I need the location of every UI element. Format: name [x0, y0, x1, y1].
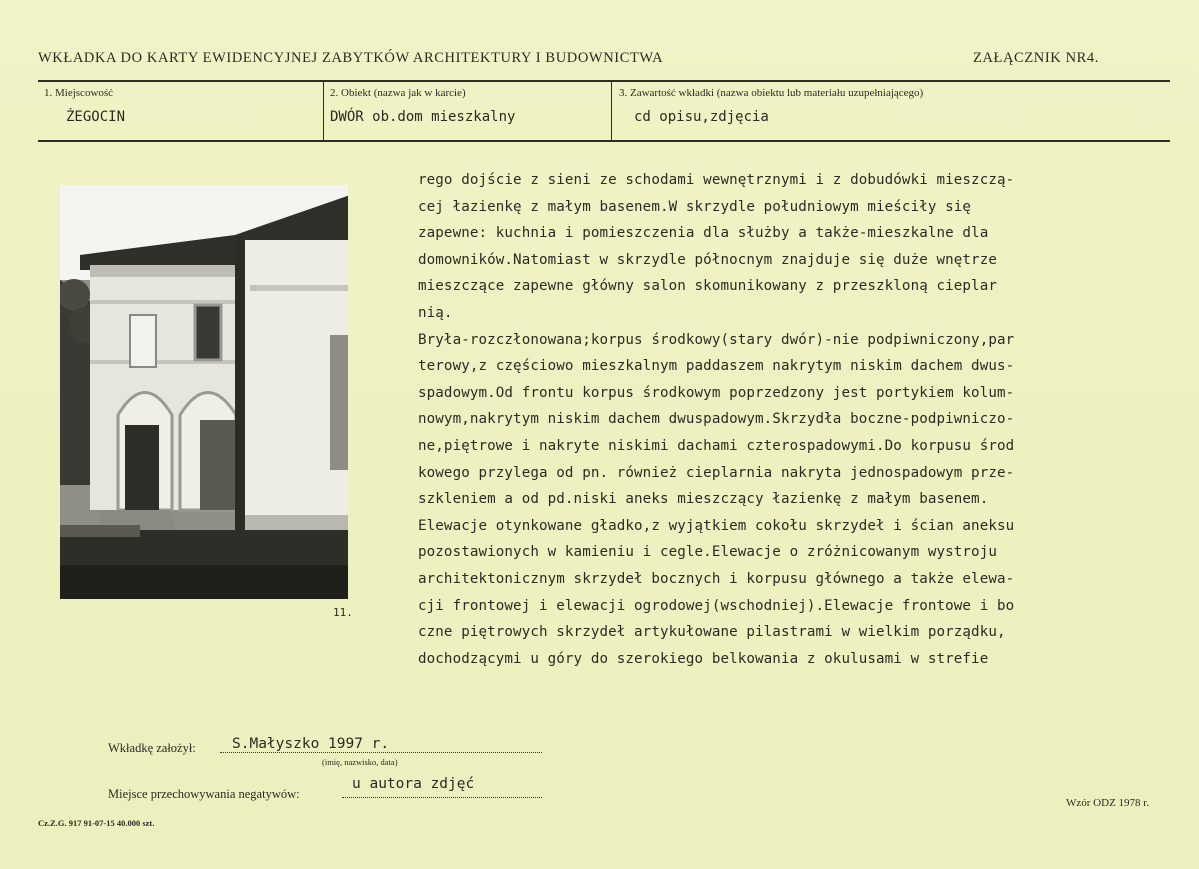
field-divider-2	[611, 82, 612, 140]
text-line: rego dojście z sieni ze schodami wewnętrznymi i z dobudówki mieszczą-	[418, 172, 1015, 188]
print-code: Cz.Z.G. 917 91-07-15 40.000 szt.	[38, 818, 155, 828]
text-line: cji frontowej i elewacji ogrodowej(wschodniej).Elewacje frontowe i bo	[418, 597, 1015, 614]
founded-dotted-line	[220, 752, 542, 753]
description-text	[418, 167, 1168, 672]
form-template: Wzór ODZ 1978 r.	[1066, 797, 1150, 809]
text-line: nowym,nakrytym niskim dachem dwuspadowym.Skrzydła boczne-podpiwniczo-	[418, 411, 1015, 428]
content-label: 3. Zawartość wkładki (nazwa obiektu lub materiału uzupełniającego)	[619, 87, 924, 99]
text-line: domowników.Natomiast w skrzydle północnym znajduje się duże wnętrze	[418, 251, 997, 268]
text-line: zapewne: kuchnia i pomieszczenia dla służby a także-mieszkalne dla	[418, 225, 989, 242]
locality-value: ŻEGOCIN	[66, 109, 126, 125]
text-line: spadowym.Od frontu korpus środkowym poprzedzony jest portykiem kolum-	[418, 384, 1015, 401]
text-line: mieszczące zapewne główny salon skomunikowany z przeszkloną cieplar	[418, 278, 997, 295]
text-line: terowy,z częściowo mieszkalnym paddaszem nakrytym niskim dachem dwus-	[418, 358, 1015, 375]
storage-label: Miejsce przechowywania negatywów:	[108, 787, 300, 801]
building-photo	[60, 185, 348, 599]
fields-rule	[38, 140, 1170, 142]
object-label: 2. Obiekt (nazwa jak w karcie)	[330, 87, 466, 99]
object-value: DWÓR ob.dom mieszkalny	[330, 109, 516, 125]
text-line: architektonicznym skrzydeł bocznych i korpusu głównego a także elewa-	[418, 570, 1015, 587]
founded-label: Wkładkę założył:	[108, 741, 196, 755]
content-value: cd opisu,zdjęcia	[634, 109, 769, 125]
text-line: szkleniem a od pd.niski aneks mieszczący łazienkę z małym basenem.	[418, 491, 989, 508]
founded-value: S.Małyszko 1997 r.	[232, 736, 390, 752]
storage-value: u autora zdjęć	[352, 776, 475, 792]
founded-subcaption: (imię, nazwisko, data)	[322, 757, 398, 767]
form-title: WKŁADKA DO KARTY EWIDENCYJNEJ ZABYTKÓW ARCHITEKTURY I BUDOWNICTWA	[38, 50, 664, 66]
text-line: pozostawionych w kamieniu i cegle.Elewacje o zróżnicowanym wystroju	[418, 544, 997, 561]
text-line: kowego przylega od pn. również cieplarnia nakryta jednospadowym prze-	[418, 464, 1015, 481]
header-rule	[38, 80, 1170, 82]
photo-number: 11.	[333, 606, 353, 619]
text-line: dochodzącymi u góry do szerokiego belkowania z okulusami w strefie	[418, 650, 989, 667]
text-line: ne,piętrowe i nakryte niskimi dachami czterospadowymi.Do korpusu środ	[418, 437, 1015, 454]
field-divider-1	[323, 82, 324, 140]
manor-house-picture	[60, 185, 348, 599]
storage-dotted-line	[342, 797, 542, 798]
attachment-number: ZAŁĄCZNIK NR4.	[973, 50, 1099, 66]
text-line: nią.	[418, 304, 453, 321]
text-line: czne piętrowych skrzydeł artykułowane pilastrami w wielkim porządku,	[418, 624, 1006, 641]
text-line: Bryła-rozczłonowana;korpus środkowy(stary dwór)-nie podpiwniczony,par	[418, 331, 1015, 348]
text-line: Elewacje otynkowane gładko,z wyjątkiem cokołu skrzydeł i ścian aneksu	[418, 517, 1015, 534]
text-line: cej łazienkę z małym basenem.W skrzydle południowym mieściły się	[418, 198, 972, 215]
locality-label: 1. Miejscowość	[44, 87, 114, 99]
